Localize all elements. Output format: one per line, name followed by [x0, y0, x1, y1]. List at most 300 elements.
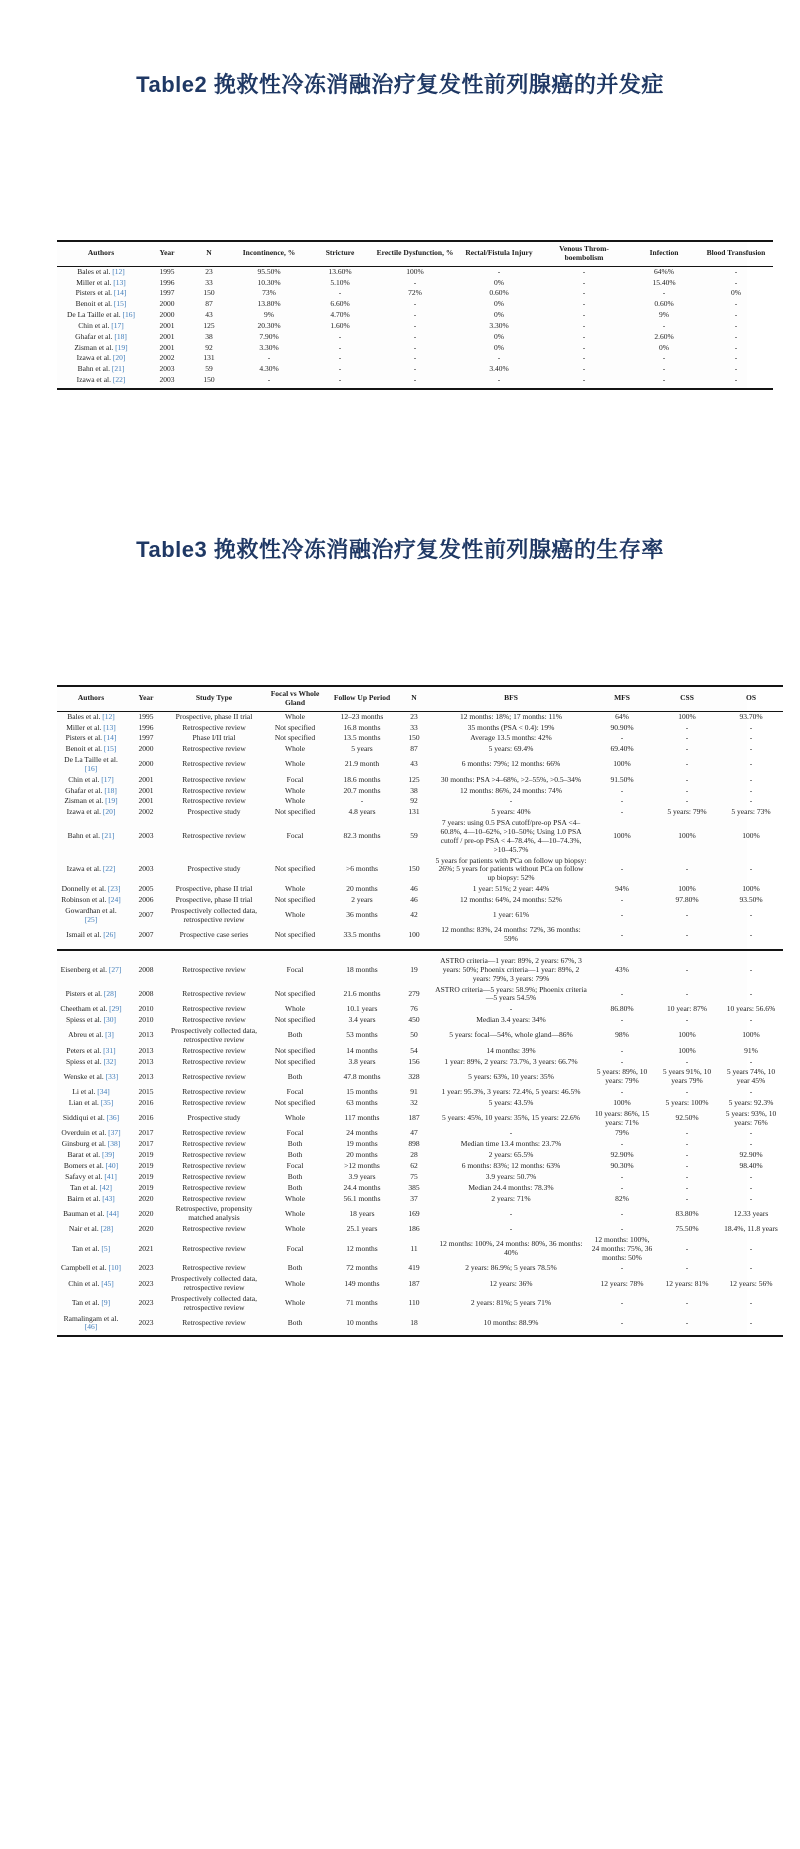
- table-cell: Phase I/II trial: [192, 733, 236, 743]
- table-cell: -: [749, 796, 753, 806]
- table-cell: Retrospective review: [182, 1243, 246, 1253]
- table-cell: 10.1 years: [346, 1004, 378, 1014]
- author-cell: Bales et al. [12]: [67, 711, 115, 721]
- citation-link[interactable]: [43]: [102, 1193, 115, 1203]
- table-cell: 21.6 months: [343, 989, 381, 999]
- table-cell: Median time 13.4 months: 23.7%: [460, 1139, 562, 1149]
- table-cell: 12 months: 100%, 24 months: 75%, 36 months: 50%: [591, 1234, 653, 1262]
- citation-link[interactable]: [41]: [104, 1171, 117, 1181]
- author-cell: Chin et al. [17]: [78, 320, 124, 330]
- table-cell: 100%: [678, 1030, 696, 1040]
- table-cell: Prospective, phase II trial: [175, 884, 253, 894]
- table-cell: Retrospective review: [182, 1171, 246, 1181]
- table-cell: Focal: [286, 1243, 304, 1253]
- citation-link[interactable]: [14]: [113, 288, 127, 298]
- table-cell: 10 year: 87%: [667, 1004, 707, 1014]
- table-cell: Retrospective review: [182, 1224, 246, 1234]
- table-cell: -: [734, 310, 738, 320]
- table2-title: Table2 挽救性冷冻消融治疗复发性前列腺癌的并发症: [136, 72, 664, 97]
- author-cell: Wenske et al. [33]: [63, 1071, 119, 1081]
- table-cell: Whole: [285, 1224, 305, 1234]
- table-cell: -: [620, 929, 624, 939]
- citation-link[interactable]: [27]: [108, 964, 122, 974]
- column-header: Authors: [57, 241, 145, 266]
- table-cell: -: [685, 1139, 689, 1149]
- table-cell: 2013: [138, 1056, 154, 1066]
- table-cell: 91: [410, 1087, 418, 1097]
- table-cell: 110: [408, 1298, 420, 1308]
- citation-link[interactable]: [28]: [103, 989, 117, 999]
- table-cell: Not specified: [274, 807, 316, 817]
- table-cell: -: [620, 1139, 624, 1149]
- citation-link[interactable]: [15]: [103, 744, 117, 754]
- table-cell: 100%: [613, 831, 631, 841]
- table-cell: -: [685, 1015, 689, 1025]
- citation-link[interactable]: [23]: [107, 884, 121, 894]
- table-cell: -: [685, 733, 689, 743]
- table-cell: 90.30%: [610, 1160, 634, 1170]
- table-cell: 43: [410, 759, 418, 769]
- citation-link[interactable]: [18]: [114, 331, 127, 341]
- table-row: [57, 1204, 783, 1224]
- citation-link[interactable]: [36]: [106, 1113, 120, 1123]
- citation-link[interactable]: [12]: [112, 266, 125, 276]
- citation-link[interactable]: [3]: [105, 1030, 114, 1040]
- table-row: [57, 1263, 783, 1274]
- table-cell: 0%: [494, 342, 504, 352]
- table-cell: 1 year: 61%: [492, 910, 530, 920]
- table-cell: 20 months: [346, 884, 378, 894]
- table-cell: 87: [410, 744, 418, 754]
- citation-link[interactable]: [29]: [109, 1004, 122, 1014]
- table-cell: 37: [410, 1193, 418, 1203]
- column-header: Stricture: [309, 241, 371, 266]
- table-cell: 10 years: 86%, 15 years: 71%: [594, 1108, 650, 1127]
- table-cell: -: [734, 277, 738, 287]
- table-cell: -: [620, 1056, 624, 1066]
- table-row: [57, 807, 783, 818]
- table-cell: 86.80%: [610, 1004, 634, 1014]
- citation-link[interactable]: [44]: [106, 1208, 119, 1218]
- table-cell: 97.80%: [675, 894, 699, 904]
- table-cell: 5 years: 79%: [667, 807, 707, 817]
- table-cell: -: [620, 807, 624, 817]
- table-cell: 419: [408, 1263, 420, 1273]
- citation-link[interactable]: [5]: [101, 1243, 111, 1253]
- table-cell: 43%: [589, 950, 655, 985]
- table-cell: 93.70%: [739, 711, 763, 721]
- table-cell: Both: [287, 1071, 303, 1081]
- table-cell: 71 months: [346, 1298, 378, 1308]
- table-cell: 72%: [408, 288, 422, 298]
- table-cell: Prospectively collected data, retrospective review: [170, 905, 257, 924]
- table-cell: Whole: [285, 785, 305, 795]
- citation-link[interactable]: [31]: [103, 1045, 116, 1055]
- table-cell: 30 months: PSA >4–68%, >2–55%, >0.5–34%: [440, 774, 582, 784]
- table-cell: 12 months: 86%, 24 months: 74%: [459, 785, 563, 795]
- table-cell: -: [229, 375, 309, 389]
- citation-link[interactable]: [26]: [103, 929, 116, 939]
- citation-link[interactable]: [21]: [111, 364, 125, 374]
- author-cell: Peters et al. [31]: [66, 1045, 116, 1055]
- table-cell: -: [620, 1224, 624, 1234]
- column-header: BFS: [433, 686, 589, 711]
- complications-table: [57, 240, 773, 390]
- table-cell: Retrospective review: [182, 1160, 246, 1170]
- table-cell: 150: [189, 375, 229, 389]
- column-header: OS: [719, 686, 783, 711]
- table-cell: 13.80%: [257, 299, 281, 309]
- table-cell: Retrospective, propensity matched analysis: [175, 1204, 253, 1223]
- table-cell: Retrospective review: [167, 950, 261, 985]
- table-cell: 2005: [138, 884, 154, 894]
- table-cell: Retrospective review: [182, 796, 246, 806]
- table-cell: -: [749, 929, 753, 939]
- citation-link[interactable]: [17]: [101, 774, 114, 784]
- table-cell: Not specified: [274, 1097, 316, 1107]
- table-cell: 76: [410, 1004, 418, 1014]
- table-cell: Retrospective review: [182, 1193, 246, 1203]
- table-row: [57, 906, 783, 926]
- table-cell: Retrospective review: [182, 1128, 246, 1138]
- column-header: Year: [125, 686, 167, 711]
- citation-link[interactable]: [22]: [102, 864, 116, 874]
- table-cell: 35 months (PSA < 0.4): 19%: [467, 722, 555, 732]
- complications-table-container: [57, 240, 766, 390]
- table-cell: 5 years: 100%: [665, 1097, 709, 1107]
- table-cell: -: [749, 910, 753, 920]
- table-cell: 100: [408, 929, 420, 939]
- table-cell: 12 months: [346, 1243, 378, 1253]
- citation-link[interactable]: [28]: [100, 1224, 114, 1234]
- table-row: [57, 895, 783, 906]
- table-cell: -: [413, 342, 417, 352]
- table-cell: -: [582, 364, 586, 374]
- table-cell: 2000: [159, 299, 175, 309]
- table-cell: 100%: [678, 884, 696, 894]
- citation-link[interactable]: [40]: [105, 1160, 119, 1170]
- citation-link[interactable]: [10]: [108, 1263, 121, 1273]
- author-cell: Miller et al. [13]: [76, 277, 126, 287]
- table-cell: -: [734, 364, 738, 374]
- author-cell: Benoit et al. [15]: [65, 744, 117, 754]
- table-cell: -: [749, 1298, 753, 1308]
- table-cell: Not specified: [274, 929, 316, 939]
- table-cell: -: [620, 733, 624, 743]
- table-cell: 2001: [159, 331, 175, 341]
- table-row: [57, 310, 773, 321]
- table-cell: Retrospective review: [182, 1150, 246, 1160]
- author-cell: Nair et al. [28]: [68, 1224, 114, 1234]
- author-cell: Bales et al. [12]: [77, 266, 125, 276]
- table-cell: Average 13.5 months: 42%: [470, 733, 552, 743]
- table-cell: 100%: [613, 759, 631, 769]
- citation-link[interactable]: [20]: [102, 807, 116, 817]
- table-row: [57, 1057, 783, 1068]
- table-cell: 0%: [494, 277, 504, 287]
- table-cell: 0.60%: [489, 288, 509, 298]
- table-cell: 21.9 month: [344, 759, 380, 769]
- table-cell: 3.8 years: [348, 1056, 376, 1066]
- citation-link[interactable]: [19]: [105, 796, 118, 806]
- table-cell: 1995: [159, 266, 175, 276]
- table-cell: -: [662, 353, 666, 363]
- table-cell: -: [413, 277, 417, 287]
- citation-link[interactable]: [38]: [107, 1139, 121, 1149]
- author-cell: Izawa et al. [20]: [66, 807, 116, 817]
- table-cell: -: [719, 950, 783, 985]
- table-row: [57, 1046, 783, 1057]
- table-cell: Retrospective review: [182, 744, 246, 754]
- table-cell: 100%: [406, 266, 424, 276]
- table-cell: -: [629, 375, 699, 389]
- table-cell: 100%: [613, 1097, 631, 1107]
- table-cell: -: [338, 288, 342, 298]
- citation-link[interactable]: [42]: [99, 1182, 112, 1192]
- table-cell: 385: [408, 1182, 420, 1192]
- citation-link[interactable]: [22]: [112, 375, 126, 385]
- table-cell: -: [749, 1087, 753, 1097]
- table-cell: 0.60%: [654, 299, 674, 309]
- table-cell: 2020: [138, 1208, 154, 1218]
- table-cell: -: [620, 1171, 624, 1181]
- citation-link[interactable]: [15]: [113, 299, 127, 309]
- table-cell: -: [620, 910, 624, 920]
- citation-link[interactable]: [19]: [115, 342, 128, 352]
- table-cell: -: [655, 950, 719, 985]
- table-cell: 95.50%: [257, 266, 281, 276]
- table-cell: -: [620, 1208, 624, 1218]
- citation-link[interactable]: [9]: [101, 1298, 111, 1308]
- table-cell: 2003: [145, 375, 189, 389]
- table-cell: Prospective study: [187, 807, 241, 817]
- citation-link[interactable]: [16]: [122, 310, 136, 320]
- table-cell: 73%: [262, 288, 276, 298]
- citation-link[interactable]: [14]: [103, 733, 117, 743]
- table-cell: 20.30%: [257, 320, 281, 330]
- table-cell: 7.90%: [259, 331, 279, 341]
- table-cell: -: [620, 989, 624, 999]
- table-cell: 2003: [159, 364, 175, 374]
- table-cell: 1996: [159, 277, 175, 287]
- table-row: [57, 266, 773, 277]
- table-row: [57, 744, 783, 755]
- table-row: [57, 343, 773, 354]
- table-cell: 53 months: [346, 1030, 378, 1040]
- table-row: [57, 775, 783, 786]
- table-cell: Prospective study: [187, 864, 241, 874]
- table-row: [57, 985, 783, 1005]
- table-cell: Prospectively collected data, retrospective review: [170, 1293, 257, 1312]
- table-cell: 23: [410, 711, 418, 721]
- citation-link[interactable]: [24]: [108, 894, 121, 904]
- author-cell: Tan et al. [42]: [70, 1182, 112, 1192]
- table-cell: 28: [410, 1150, 418, 1160]
- table-cell: -: [685, 989, 689, 999]
- table-cell: -: [620, 864, 624, 874]
- table-row: [57, 796, 783, 807]
- table-cell: -: [749, 1015, 753, 1025]
- table-cell: Whole: [285, 759, 305, 769]
- table-cell: 79%: [615, 1128, 629, 1138]
- table-cell: -: [413, 320, 417, 330]
- table-row: [57, 1172, 783, 1183]
- table-cell: Not specified: [274, 864, 316, 874]
- author-cell: Bahn et al. [21]: [77, 364, 125, 374]
- author-cell: Izawa et al. [22]: [66, 864, 116, 874]
- table-cell: Retrospective review: [182, 722, 246, 732]
- citation-link[interactable]: [34]: [97, 1087, 110, 1097]
- table-cell: 20 months: [346, 1150, 378, 1160]
- table-cell: 2013: [138, 1071, 154, 1081]
- table-cell: 92.90%: [610, 1150, 634, 1160]
- table-cell: 38: [410, 785, 418, 795]
- table-cell: 98.40%: [739, 1160, 763, 1170]
- citation-link[interactable]: [32]: [103, 1056, 116, 1066]
- table-cell: 2002: [138, 807, 154, 817]
- table-cell: 5 years: 93%, 10 years: 76%: [725, 1108, 777, 1127]
- table-cell: 2001: [159, 320, 175, 330]
- table-cell: 12 months: 64%, 24 months: 52%: [459, 894, 563, 904]
- table-cell: -: [497, 266, 501, 276]
- citation-link[interactable]: [17]: [111, 320, 124, 330]
- table-cell: Focal: [286, 774, 304, 784]
- column-header: Follow Up Period: [329, 686, 395, 711]
- citation-link[interactable]: [35]: [100, 1097, 114, 1107]
- author-cell: Pisters et al. [28]: [65, 989, 117, 999]
- table-cell: 5 years: 89%, 10 years: 79%: [596, 1067, 648, 1086]
- citation-link[interactable]: [13]: [113, 277, 126, 287]
- citation-link[interactable]: [16]: [84, 763, 98, 773]
- table-cell: Retrospective review: [182, 1139, 246, 1149]
- table-cell: -: [685, 864, 689, 874]
- table-cell: 3.40%: [489, 364, 509, 374]
- table-cell: -: [509, 1224, 513, 1234]
- table-cell: -: [699, 375, 773, 389]
- table-cell: Retrospective review: [182, 1097, 246, 1107]
- author-cell: Chin et al. [45]: [68, 1278, 114, 1288]
- table-cell: -: [749, 759, 753, 769]
- table-cell: 13.60%: [328, 266, 352, 276]
- table-cell: 82.3 months: [343, 831, 381, 841]
- table-cell: Whole: [285, 884, 305, 894]
- citation-link[interactable]: [46]: [84, 1322, 98, 1332]
- citation-link[interactable]: [30]: [103, 1015, 116, 1025]
- table-cell: -: [749, 733, 753, 743]
- table-cell: 0%: [494, 331, 504, 341]
- citation-link[interactable]: [21]: [101, 831, 115, 841]
- citation-link[interactable]: [20]: [112, 353, 126, 363]
- table-cell: 3.4 years: [348, 1015, 376, 1025]
- table-cell: 82%: [615, 1193, 629, 1203]
- table-cell: Both: [287, 1171, 303, 1181]
- citation-link[interactable]: [18]: [104, 785, 117, 795]
- table-cell: 98%: [615, 1030, 629, 1040]
- table-cell: Whole: [285, 910, 305, 920]
- table-cell: 12 years: 78%: [600, 1278, 644, 1288]
- citation-link[interactable]: [45]: [101, 1278, 114, 1288]
- table-cell: 64%: [615, 711, 629, 721]
- table-cell: -: [685, 1298, 689, 1308]
- table-cell: -: [749, 744, 753, 754]
- table-cell: 47.8 months: [343, 1071, 381, 1081]
- table-cell: Retrospective review: [182, 774, 246, 784]
- table-cell: 0%: [494, 310, 504, 320]
- citation-link[interactable]: [13]: [103, 722, 116, 732]
- header-row: [57, 686, 783, 711]
- table-cell: 2020: [138, 1224, 154, 1234]
- table-cell: 2019: [138, 1171, 154, 1181]
- table-row: [57, 332, 773, 343]
- citation-link[interactable]: [37]: [108, 1128, 121, 1138]
- table-cell: 92.90%: [739, 1150, 763, 1160]
- citation-link[interactable]: [33]: [105, 1071, 119, 1081]
- table-cell: -: [685, 1128, 689, 1138]
- table-cell: Retrospective review: [182, 831, 246, 841]
- table-cell: 5 years: 73%: [731, 807, 771, 817]
- table-cell: 2008: [138, 989, 154, 999]
- table-cell: 92.50%: [675, 1113, 699, 1123]
- table-cell: -: [582, 288, 586, 298]
- table-cell: 898: [408, 1139, 420, 1149]
- citation-link[interactable]: [39]: [102, 1150, 115, 1160]
- table-cell: Whole: [285, 1278, 305, 1288]
- table-cell: Whole: [285, 796, 305, 806]
- table-cell: Both: [287, 1030, 303, 1040]
- table-cell: 156: [408, 1056, 420, 1066]
- table-cell: 18 months: [329, 950, 395, 985]
- column-header: N: [395, 686, 433, 711]
- table-cell: Prospectively collected data, retrospective review: [170, 1274, 257, 1293]
- table-cell: Prospective, phase II trial: [175, 711, 253, 721]
- author-cell: Bauman et al. [44]: [63, 1208, 119, 1218]
- author-cell: Robinson et al. [24]: [61, 894, 121, 904]
- table-cell: 69.40%: [610, 744, 634, 754]
- table-cell: 12.33 years: [733, 1208, 769, 1218]
- table-cell: 6 months: 79%; 12 months: 66%: [461, 759, 561, 769]
- table-cell: -: [413, 299, 417, 309]
- author-cell: Overduin et al. [37]: [61, 1128, 121, 1138]
- table-cell: -: [734, 353, 738, 363]
- table-cell: 5 years 91%, 10 years 79%: [662, 1067, 712, 1086]
- table-cell: 91%: [744, 1045, 758, 1055]
- table-cell: 42: [410, 910, 418, 920]
- table-cell: 1997: [138, 733, 154, 743]
- citation-link[interactable]: [25]: [84, 914, 98, 924]
- table-cell: 2020: [138, 1193, 154, 1203]
- table-cell: -: [662, 288, 666, 298]
- table-cell: 12 months: 100%, 24 months: 80%, 36 months: 40%: [439, 1239, 583, 1258]
- column-header: Blood Transfusion: [699, 241, 773, 266]
- table-cell: 12–23 months: [340, 711, 384, 721]
- citation-link[interactable]: [12]: [102, 711, 115, 721]
- table-cell: -: [685, 1263, 689, 1273]
- column-header: CSS: [655, 686, 719, 711]
- table-cell: 18: [395, 1314, 433, 1337]
- table-row: [57, 1150, 783, 1161]
- table-row: [57, 755, 783, 775]
- table-row: [57, 1139, 783, 1150]
- table-cell: 2010: [138, 1015, 154, 1025]
- column-header: Rectal/Fistula Injury: [459, 241, 539, 266]
- table-cell: -: [360, 796, 364, 806]
- table-cell: Focal: [286, 1128, 304, 1138]
- table-cell: 36 months: [346, 910, 378, 920]
- table-cell: -: [509, 1128, 513, 1138]
- table-cell: -: [338, 353, 342, 363]
- table-cell: 56.1 months: [343, 1193, 381, 1203]
- table-cell: -: [582, 266, 586, 276]
